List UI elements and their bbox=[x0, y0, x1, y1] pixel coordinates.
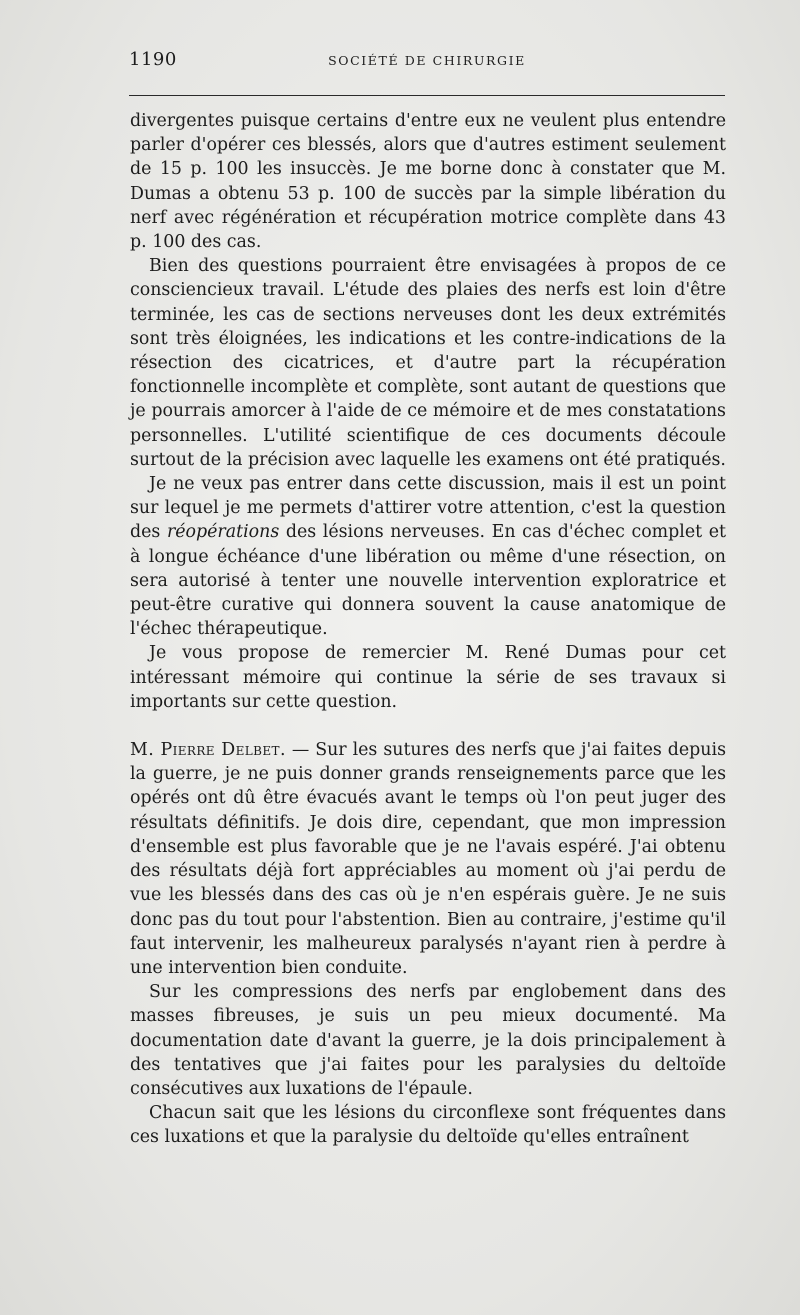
paragraph-questions: Bien des questions pourraient être envisagées à propos de ce consciencieux travail. L'étude des plaies des nerfs est loin d'être terminée, les cas de sections nerveuses dont les deux extrémités sont très éloignées, les indications et les contre-indications de la résection des cicatrices, et d'autre part la récupération fonctionnelle incomplète et complète, sont autant de questions que je pourrais amorcer à l'aide de ce mémoire et de mes constatations personnelles. L'utilité scientifique de ces documents découle surtout de la précision avec laquelle les examens ont été pratiqués. bbox=[130, 256, 726, 470]
reoperations-italic-term: réopérations bbox=[166, 522, 280, 543]
page-number: 1190 bbox=[129, 49, 177, 70]
paragraph-reoperations bbox=[130, 472, 726, 641]
delbet-text: — Sur les sutures des nerfs que j'ai faites depuis la guerre, je ne puis donner grands renseignements parce que les opérés ont dû être évacués avant le temps où l'on peut juger des résultats définitifs. Je dois dire, cependant, que mon impression d'ensemble est plus favorable que je ne l'avais espéré. J'ai obtenu des résultats déjà fort appréciables au moment où j'ai perdu de vue les blessés dans des cas où je n'en espérais guère. Je ne suis donc pas du tout pour l'abstention. Bien au contraire, j'estime qu'il faut intervenir, les malheureux paralysés n'ayant rien à perdre à une intervention bien conduite. bbox=[130, 740, 726, 978]
paragraph-continuation: divergentes puisque certains d'entre eux ne veulent plus entendre parler d'opérer ces blessés, alors que d'autres estiment seulement de 15 p. 100 les insuccès. Je me borne donc à constater que M. Dumas a obtenu 53 p. 100 de succès par la simple libération du nerf avec régénération et récupération motrice complète dans 43 p. 100 des cas. bbox=[130, 111, 726, 253]
running-head bbox=[129, 49, 725, 75]
reoperations-text-before: Je ne veux pas entrer dans cette discussion, mais il est un point sur lequel je me permets d'attirer votre attention, c'est la question des bbox=[130, 474, 726, 543]
running-title: SOCIÉTÉ DE CHIRURGIE bbox=[328, 53, 526, 68]
header-rule bbox=[129, 95, 725, 96]
reoperations-text-after: des lésions nerveuses. En cas d'échec complet et à longue échéance d'une libération ou même d'une résection, on sera autorisé à tenter une nouvelle intervention exploratrice et peut-être curative qui donnera souvent la cause anatomique de l'échec thérapeutique. bbox=[130, 522, 726, 640]
paragraph-conclusion: Je vous propose de remercier M. René Dumas pour cet intéressant mémoire qui continue la série de ses travaux si importants sur cette question. bbox=[130, 643, 726, 712]
paragraph-circonflexe: Chacun sait que les lésions du circonflexe sont fréquentes dans ces luxations et que la paralysie du deltoïde qu'elles entraînent bbox=[130, 1103, 726, 1148]
paragraph-delbet bbox=[130, 738, 726, 980]
speaker-name: M. Pierre Delbet. bbox=[130, 740, 286, 761]
body-text bbox=[130, 109, 726, 1150]
paragraph-compressions: Sur les compressions des nerfs par englobement dans des masses fibreuses, je suis un peu mieux documenté. Ma documentation date d'avant la guerre, je la dois principalement à des tentatives que j'ai faites pour les paralysies du deltoïde consécutives aux luxations de l'épaule. bbox=[130, 982, 726, 1099]
